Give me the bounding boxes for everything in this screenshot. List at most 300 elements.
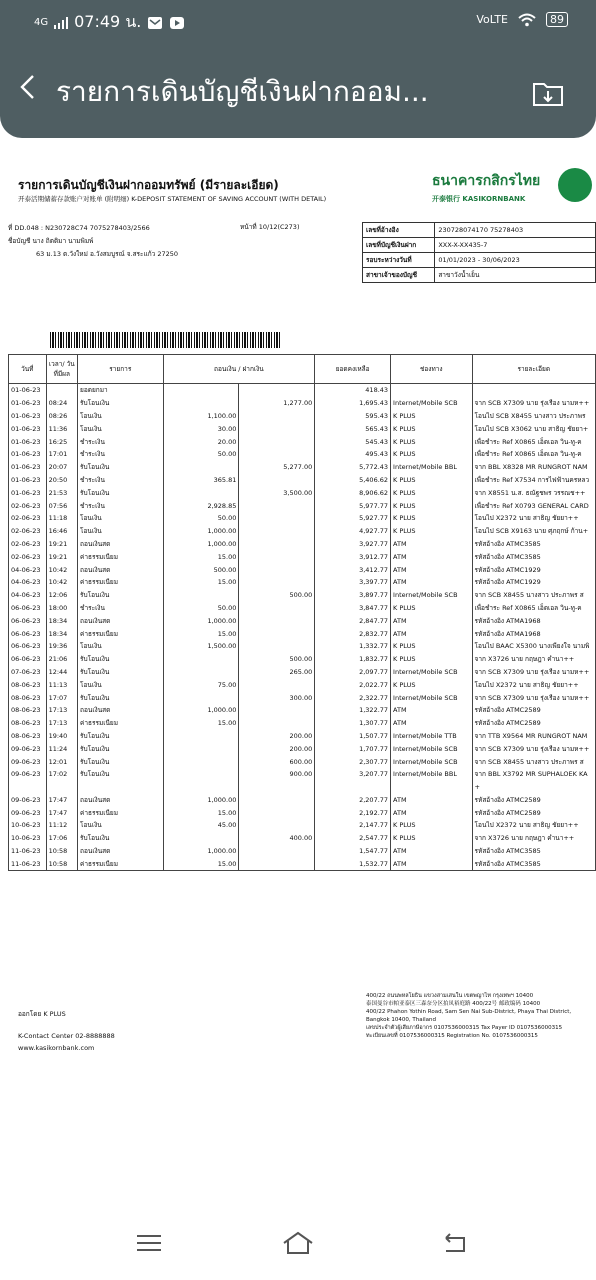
table-cell: 1,000.00 bbox=[163, 538, 239, 551]
table-cell: ATM bbox=[391, 845, 473, 858]
table-cell: 200.00 bbox=[239, 742, 315, 755]
table-cell: จาก SCB X7309 นาย รุ่งเรือง นามห++ bbox=[472, 691, 595, 704]
table-cell: 1,000.00 bbox=[163, 794, 239, 807]
table-cell bbox=[163, 486, 239, 499]
table-cell: 15.00 bbox=[163, 550, 239, 563]
table-row bbox=[9, 602, 596, 615]
table-cell: ชำระเงิน bbox=[78, 474, 164, 487]
table-cell: 3,412.77 bbox=[315, 563, 391, 576]
barcode bbox=[50, 332, 280, 348]
table-cell: ค่าธรรมเนียม bbox=[78, 627, 164, 640]
table-row bbox=[9, 499, 596, 512]
table-cell: 1,322.77 bbox=[315, 704, 391, 717]
table-cell: ชำระเงิน bbox=[78, 448, 164, 461]
table-cell: 11:24 bbox=[46, 742, 77, 755]
system-nav-bar bbox=[0, 1200, 596, 1280]
table-cell: 50.00 bbox=[163, 512, 239, 525]
table-cell: ถอนเงินสด bbox=[78, 614, 164, 627]
table-cell: Internet/Mobile SCB bbox=[391, 691, 473, 704]
table-cell: 16:46 bbox=[46, 525, 77, 538]
table-cell: 20:07 bbox=[46, 461, 77, 474]
table-cell: 08-06-23 bbox=[9, 730, 47, 743]
table-cell: รับโอนเงิน bbox=[78, 691, 164, 704]
table-cell: 2,097.77 bbox=[315, 666, 391, 679]
table-cell: 01-06-23 bbox=[9, 435, 47, 448]
table-cell: 1,547.77 bbox=[315, 845, 391, 858]
table-cell: 1,000.00 bbox=[163, 525, 239, 538]
table-cell: 20:50 bbox=[46, 474, 77, 487]
table-cell: รับโอนเงิน bbox=[78, 755, 164, 768]
account-holder-block bbox=[8, 222, 178, 261]
table-cell: 07:56 bbox=[46, 499, 77, 512]
table-cell: ATM bbox=[391, 704, 473, 717]
table-cell: 1,832.77 bbox=[315, 653, 391, 666]
table-cell: K PLUS bbox=[391, 678, 473, 691]
table-row bbox=[9, 819, 596, 832]
table-cell bbox=[163, 730, 239, 743]
table-cell: 200.00 bbox=[239, 730, 315, 743]
table-cell bbox=[163, 742, 239, 755]
column-header: รายละเอียด bbox=[472, 355, 595, 384]
table-cell: ถอนเงินสด bbox=[78, 704, 164, 717]
table-cell: จาก SCB X8455 นางสาว ประภาพร ส bbox=[472, 755, 595, 768]
info-value: 01/01/2023 - 30/06/2023 bbox=[435, 253, 596, 268]
table-cell: 10-06-23 bbox=[9, 819, 47, 832]
table-cell: 545.43 bbox=[315, 435, 391, 448]
battery-icon: 89 bbox=[546, 12, 568, 27]
table-cell: Internet/Mobile BBL bbox=[391, 768, 473, 781]
table-cell: รับโอนเงิน bbox=[78, 768, 164, 781]
table-cell: ถอนเงินสด bbox=[78, 794, 164, 807]
table-cell bbox=[239, 704, 315, 717]
table-cell bbox=[239, 512, 315, 525]
table-cell: เพื่อชำระ Ref X0865 เอ็ดเอล วิน-ทู-ค bbox=[472, 435, 595, 448]
table-cell: 18:34 bbox=[46, 614, 77, 627]
table-cell: 1,507.77 bbox=[315, 730, 391, 743]
table-cell: 4,927.77 bbox=[315, 525, 391, 538]
info-key: เลขที่บัญชีเงินฝาก bbox=[363, 238, 435, 253]
volte-badge: VoLTE bbox=[476, 13, 508, 26]
table-cell: 3,207.77 bbox=[315, 768, 391, 781]
table-cell: 2,832.77 bbox=[315, 627, 391, 640]
table-cell bbox=[239, 781, 315, 794]
table-cell: 17:06 bbox=[46, 832, 77, 845]
info-key: เลขที่อ้างอิง bbox=[363, 223, 435, 238]
table-cell: 11-06-23 bbox=[9, 857, 47, 870]
table-cell: โอนเงิน bbox=[78, 640, 164, 653]
table-cell: 16:25 bbox=[46, 435, 77, 448]
table-cell: ค่าธรรมเนียม bbox=[78, 576, 164, 589]
table-row bbox=[9, 832, 596, 845]
table-cell: เพื่อชำระ Ref X0793 GENERAL CARD bbox=[472, 499, 595, 512]
table-row bbox=[9, 806, 596, 819]
table-row bbox=[9, 794, 596, 807]
table-cell bbox=[46, 781, 77, 794]
table-cell bbox=[239, 422, 315, 435]
info-row bbox=[363, 223, 596, 238]
table-cell: 07-06-23 bbox=[9, 666, 47, 679]
table-cell: 01-06-23 bbox=[9, 486, 47, 499]
table-cell bbox=[239, 499, 315, 512]
table-cell: 50.00 bbox=[163, 448, 239, 461]
table-cell: ATM bbox=[391, 538, 473, 551]
table-row bbox=[9, 422, 596, 435]
table-cell: 18:00 bbox=[46, 602, 77, 615]
table-row bbox=[9, 435, 596, 448]
transaction-rows bbox=[9, 384, 596, 871]
table-row bbox=[9, 614, 596, 627]
info-value: 230728074170 75278403 bbox=[435, 223, 596, 238]
table-cell bbox=[239, 538, 315, 551]
table-cell: รับโอนเงิน bbox=[78, 589, 164, 602]
table-cell: Internet/Mobile BBL bbox=[391, 461, 473, 474]
table-cell: จาก SCB X7309 นาย รุ่งเรือง นามห++ bbox=[472, 666, 595, 679]
table-cell: 45.00 bbox=[163, 819, 239, 832]
back-arrow-icon[interactable] bbox=[14, 72, 44, 102]
table-cell bbox=[239, 602, 315, 615]
table-cell: 17:47 bbox=[46, 806, 77, 819]
table-cell: ATM bbox=[391, 614, 473, 627]
table-row bbox=[9, 384, 596, 397]
table-cell: โอนไป X2372 นาย สาธิญ ชัยยา++ bbox=[472, 819, 595, 832]
table-cell: 02-06-23 bbox=[9, 538, 47, 551]
table-cell: K PLUS bbox=[391, 832, 473, 845]
table-cell bbox=[239, 678, 315, 691]
footer-line: www.kasikornbank.com bbox=[18, 1044, 95, 1052]
table-cell: 06-06-23 bbox=[9, 614, 47, 627]
table-cell: 21:53 bbox=[46, 486, 77, 499]
table-cell bbox=[163, 666, 239, 679]
table-cell: 600.00 bbox=[239, 755, 315, 768]
table-cell: ATM bbox=[391, 857, 473, 870]
table-cell: รหัสอ้างอิง ATMC1929 bbox=[472, 576, 595, 589]
table-cell: 12:44 bbox=[46, 666, 77, 679]
column-header: เวลา/ วันที่มีผล bbox=[46, 355, 77, 384]
table-cell: + bbox=[472, 781, 595, 794]
table-cell: 2,147.77 bbox=[315, 819, 391, 832]
status-right bbox=[476, 12, 568, 27]
table-row bbox=[9, 538, 596, 551]
statement-document bbox=[0, 150, 596, 1080]
footer-line: 400/22 Phahon Yothin Road, Sam Sen Nai Sub-District, Phaya Thai District, Bangkok 10400, Thailand bbox=[366, 1009, 572, 1023]
status-left bbox=[34, 10, 185, 35]
table-row bbox=[9, 461, 596, 474]
table-cell: 1,307.77 bbox=[315, 717, 391, 730]
table-cell bbox=[391, 781, 473, 794]
table-cell: 01-06-23 bbox=[9, 448, 47, 461]
table-cell: 15.00 bbox=[163, 717, 239, 730]
table-cell: 500.00 bbox=[239, 653, 315, 666]
table-cell: เพื่อชำระ Ref X0865 เอ็ดเอล วิน-ทู-ค bbox=[472, 448, 595, 461]
table-cell: K PLUS bbox=[391, 640, 473, 653]
youtube-icon bbox=[169, 16, 185, 30]
table-cell bbox=[239, 640, 315, 653]
table-cell: จาก X3726 นาย กฤษฎา คำนา++ bbox=[472, 653, 595, 666]
table-cell: 21:06 bbox=[46, 653, 77, 666]
info-key: รอบระหว่างวันที่ bbox=[363, 253, 435, 268]
table-cell: รับโอนเงิน bbox=[78, 832, 164, 845]
table-cell bbox=[163, 768, 239, 781]
column-header: ช่องทาง bbox=[391, 355, 473, 384]
table-cell: ATM bbox=[391, 627, 473, 640]
table-cell: รหัสอ้างอิง ATMC2589 bbox=[472, 806, 595, 819]
footer-line: 400/22 ถนนพหลโยธิน แขวงสามเสนใน เขตพญาไท กรุงเทพฯ 10400 bbox=[366, 993, 534, 999]
table-cell: 08:24 bbox=[46, 397, 77, 410]
table-row bbox=[9, 525, 596, 538]
table-cell: 09-06-23 bbox=[9, 755, 47, 768]
footer-line: K-Contact Center 02-8888888 bbox=[18, 1032, 115, 1040]
table-row bbox=[9, 691, 596, 704]
table-cell: 11-06-23 bbox=[9, 845, 47, 858]
table-cell: จาก TTB X9564 MR RUNGROT NAM bbox=[472, 730, 595, 743]
table-cell: K PLUS bbox=[391, 486, 473, 499]
table-cell: 06-06-23 bbox=[9, 627, 47, 640]
column-header: วันที่ bbox=[9, 355, 47, 384]
column-header: ถอนเงิน / ฝากเงิน bbox=[163, 355, 315, 384]
table-cell: Internet/Mobile SCB bbox=[391, 589, 473, 602]
table-row bbox=[9, 576, 596, 589]
table-cell: โอนเงิน bbox=[78, 678, 164, 691]
menu-icon[interactable] bbox=[132, 1228, 166, 1258]
table-cell: ชำระเงิน bbox=[78, 435, 164, 448]
table-cell: จาก BBL X8328 MR RUNGROT NAM bbox=[472, 461, 595, 474]
table-cell: Internet/Mobile SCB bbox=[391, 397, 473, 410]
table-cell: ค่าธรรมเนียม bbox=[78, 717, 164, 730]
table-cell: 11:36 bbox=[46, 422, 77, 435]
table-row bbox=[9, 845, 596, 858]
table-cell: 1,000.00 bbox=[163, 704, 239, 717]
table-cell: Internet/Mobile SCB bbox=[391, 666, 473, 679]
table-cell: ค่าธรรมเนียม bbox=[78, 550, 164, 563]
app-bar bbox=[0, 40, 596, 138]
table-cell: จาก SCB X7309 นาย รุ่งเรือง นามห++ bbox=[472, 742, 595, 755]
table-cell bbox=[239, 845, 315, 858]
table-cell: K PLUS bbox=[391, 422, 473, 435]
table-cell: รหัสอ้างอิง ATMC1929 bbox=[472, 563, 595, 576]
table-cell: 400.00 bbox=[239, 832, 315, 845]
table-cell: 300.00 bbox=[239, 691, 315, 704]
table-cell: 08-06-23 bbox=[9, 704, 47, 717]
table-cell: 02-06-23 bbox=[9, 499, 47, 512]
table-row bbox=[9, 678, 596, 691]
column-header: รายการ bbox=[78, 355, 164, 384]
transaction-table bbox=[8, 354, 596, 871]
column-header: ยอดคงเหลือ bbox=[315, 355, 391, 384]
table-cell: ถอนเงินสด bbox=[78, 845, 164, 858]
table-cell: โอนเงิน bbox=[78, 819, 164, 832]
account-line: ที่ DD.048 : N230728C74 7075278403/2566 bbox=[8, 224, 150, 232]
table-cell: 19:36 bbox=[46, 640, 77, 653]
table-cell: 01-06-23 bbox=[9, 422, 47, 435]
table-row bbox=[9, 486, 596, 499]
table-cell bbox=[239, 384, 315, 397]
table-cell: 17:13 bbox=[46, 704, 77, 717]
table-cell: ATM bbox=[391, 717, 473, 730]
table-cell: Internet/Mobile SCB bbox=[391, 755, 473, 768]
network-type: 4G bbox=[34, 17, 49, 28]
save-to-folder-icon[interactable] bbox=[526, 74, 570, 114]
table-cell bbox=[239, 614, 315, 627]
table-cell: โอนเงิน bbox=[78, 525, 164, 538]
table-cell: 10-06-23 bbox=[9, 832, 47, 845]
table-cell bbox=[239, 448, 315, 461]
table-cell: 17:07 bbox=[46, 691, 77, 704]
table-cell: 17:47 bbox=[46, 794, 77, 807]
table-cell: 1,332.77 bbox=[315, 640, 391, 653]
table-cell bbox=[472, 384, 595, 397]
table-cell bbox=[163, 781, 239, 794]
table-cell: 5,772.43 bbox=[315, 461, 391, 474]
document-title: รายการเดินบัญชีเงินฝากออมทรัพย์ (มีรายละเอียด) bbox=[18, 178, 279, 192]
table-cell bbox=[163, 384, 239, 397]
table-cell bbox=[239, 410, 315, 423]
table-cell: 8,906.62 bbox=[315, 486, 391, 499]
table-cell: ค่าธรรมเนียม bbox=[78, 857, 164, 870]
table-cell: ATM bbox=[391, 563, 473, 576]
table-cell: 1,532.77 bbox=[315, 857, 391, 870]
table-cell: 1,500.00 bbox=[163, 640, 239, 653]
table-cell: 3,927.77 bbox=[315, 538, 391, 551]
bank-name-english: 开泰银行 KASIKORNBANK bbox=[432, 195, 526, 203]
table-cell bbox=[239, 857, 315, 870]
table-cell: 11:12 bbox=[46, 819, 77, 832]
table-cell: K PLUS bbox=[391, 435, 473, 448]
table-cell: 75.00 bbox=[163, 678, 239, 691]
kasikorn-logo-icon bbox=[558, 168, 592, 202]
table-cell: รหัสอ้างอิง ATMA1968 bbox=[472, 614, 595, 627]
table-cell bbox=[163, 461, 239, 474]
table-cell: 3,912.77 bbox=[315, 550, 391, 563]
table-cell: 02-06-23 bbox=[9, 550, 47, 563]
mail-icon bbox=[147, 16, 163, 30]
table-cell: 12:06 bbox=[46, 589, 77, 602]
table-cell: 2,207.77 bbox=[315, 794, 391, 807]
table-cell: จาก BBL X3792 MR SUPHALOEK KA bbox=[472, 768, 595, 781]
table-cell: รหัสอ้างอิง ATMC3585 bbox=[472, 845, 595, 858]
table-cell: ชำระเงิน bbox=[78, 602, 164, 615]
table-cell: รหัสอ้างอิง ATMC2589 bbox=[472, 717, 595, 730]
table-cell bbox=[163, 832, 239, 845]
table-cell: รับโอนเงิน bbox=[78, 666, 164, 679]
document-subtitle: 开泰活期储蓄存款账户对账单 (附明细) K-DEPOSIT STATEMENT OF SAVING ACCOUNT (WITH DETAIL) bbox=[18, 195, 327, 203]
table-cell: 1,707.77 bbox=[315, 742, 391, 755]
account-line: 63 ม.13 ต.วังใหม่ อ.วังสมบูรณ์ จ.สระแก้ว 27250 bbox=[36, 250, 179, 258]
table-cell: 595.43 bbox=[315, 410, 391, 423]
table-row bbox=[9, 653, 596, 666]
table-cell: 900.00 bbox=[239, 768, 315, 781]
table-cell: 2,192.77 bbox=[315, 806, 391, 819]
table-cell: 01-06-23 bbox=[9, 474, 47, 487]
home-icon[interactable] bbox=[281, 1228, 315, 1258]
table-cell: 15.00 bbox=[163, 627, 239, 640]
table-row bbox=[9, 640, 596, 653]
table-cell: ATM bbox=[391, 550, 473, 563]
table-cell: รหัสอ้างอิง ATMC3585 bbox=[472, 857, 595, 870]
info-row bbox=[363, 238, 596, 253]
table-cell: 495.43 bbox=[315, 448, 391, 461]
table-cell: จาก X8551 น.ส. ธณัฐชพร วรรณช++ bbox=[472, 486, 595, 499]
signal-icon bbox=[54, 17, 68, 29]
table-cell: 365.81 bbox=[163, 474, 239, 487]
table-cell: 15.00 bbox=[163, 857, 239, 870]
table-cell: 15.00 bbox=[163, 806, 239, 819]
table-cell: 2,307.77 bbox=[315, 755, 391, 768]
table-cell: ถอนเงินสด bbox=[78, 538, 164, 551]
table-cell: 04-06-23 bbox=[9, 563, 47, 576]
table-row bbox=[9, 768, 596, 781]
table-cell bbox=[163, 653, 239, 666]
table-cell: รับโอนเงิน bbox=[78, 730, 164, 743]
table-cell: 19:40 bbox=[46, 730, 77, 743]
table-row bbox=[9, 704, 596, 717]
table-cell: จาก SCB X8455 นางสาว ประภาพร ส bbox=[472, 589, 595, 602]
table-cell: 5,977.77 bbox=[315, 499, 391, 512]
account-line: ชื่อบัญชี นาง ถิตติมา นามพิมพ์ bbox=[8, 237, 94, 245]
table-cell: 3,847.77 bbox=[315, 602, 391, 615]
table-cell bbox=[78, 781, 164, 794]
table-row bbox=[9, 730, 596, 743]
table-cell: เพื่อชำระ Ref X0865 เอ็ดเอล วิน-ทู-ค bbox=[472, 602, 595, 615]
table-row bbox=[9, 448, 596, 461]
table-cell: จาก SCB X7309 นาย รุ่งเรือง นามห++ bbox=[472, 397, 595, 410]
table-cell: 19:21 bbox=[46, 550, 77, 563]
table-cell: ชำระเงิน bbox=[78, 499, 164, 512]
table-cell: 418.43 bbox=[315, 384, 391, 397]
table-cell bbox=[239, 819, 315, 832]
table-cell: ATM bbox=[391, 794, 473, 807]
table-cell bbox=[239, 717, 315, 730]
table-cell: 2,547.77 bbox=[315, 832, 391, 845]
table-cell: โอนไป SCB X3062 นาย สาธิญ ชัยยา+ bbox=[472, 422, 595, 435]
table-cell: ยอดยกมา bbox=[78, 384, 164, 397]
footer-address bbox=[366, 992, 596, 1040]
page-number: หน้าที่ 10/12(C273) bbox=[240, 223, 300, 231]
table-cell: K PLUS bbox=[391, 512, 473, 525]
table-cell: รหัสอ้างอิง ATMC3585 bbox=[472, 538, 595, 551]
table-cell: 10:58 bbox=[46, 857, 77, 870]
table-cell: จาก X3726 นาย กฤษฎา คำนา++ bbox=[472, 832, 595, 845]
table-row bbox=[9, 563, 596, 576]
table-cell: 11:18 bbox=[46, 512, 77, 525]
table-row bbox=[9, 397, 596, 410]
clock: 07:49 น. bbox=[74, 12, 142, 31]
table-cell: 10:42 bbox=[46, 563, 77, 576]
table-cell: 15.00 bbox=[163, 576, 239, 589]
table-cell bbox=[46, 384, 77, 397]
info-row bbox=[363, 253, 596, 268]
table-row bbox=[9, 550, 596, 563]
table-cell: 500.00 bbox=[163, 563, 239, 576]
table-cell: 08:26 bbox=[46, 410, 77, 423]
table-cell: K PLUS bbox=[391, 602, 473, 615]
table-cell: โอนไป X2372 นาย สาธิญ ชัยยา++ bbox=[472, 512, 595, 525]
table-cell: 11:13 bbox=[46, 678, 77, 691]
table-cell bbox=[239, 806, 315, 819]
table-cell: โอนเงิน bbox=[78, 512, 164, 525]
table-cell: 5,406.62 bbox=[315, 474, 391, 487]
table-cell: 1,277.00 bbox=[239, 397, 315, 410]
table-row bbox=[9, 410, 596, 423]
table-cell bbox=[239, 435, 315, 448]
account-info-table bbox=[362, 222, 596, 283]
table-row bbox=[9, 755, 596, 768]
footer-line: 泰国曼谷市帕亚泰区三森奈分区拍凤裕庭路 400/22号 邮政编码 10400 bbox=[366, 1001, 541, 1007]
table-cell bbox=[239, 576, 315, 589]
footer-line: ทะเบียนเลขที่ 0107536000315 Registration No. 0107536000315 bbox=[366, 1033, 538, 1039]
back-icon[interactable] bbox=[438, 1228, 472, 1258]
table-cell: โอนไป SCB X9163 นาย ศุภฤกษ์ ก้าน+ bbox=[472, 525, 595, 538]
table-cell: 3,397.77 bbox=[315, 576, 391, 589]
